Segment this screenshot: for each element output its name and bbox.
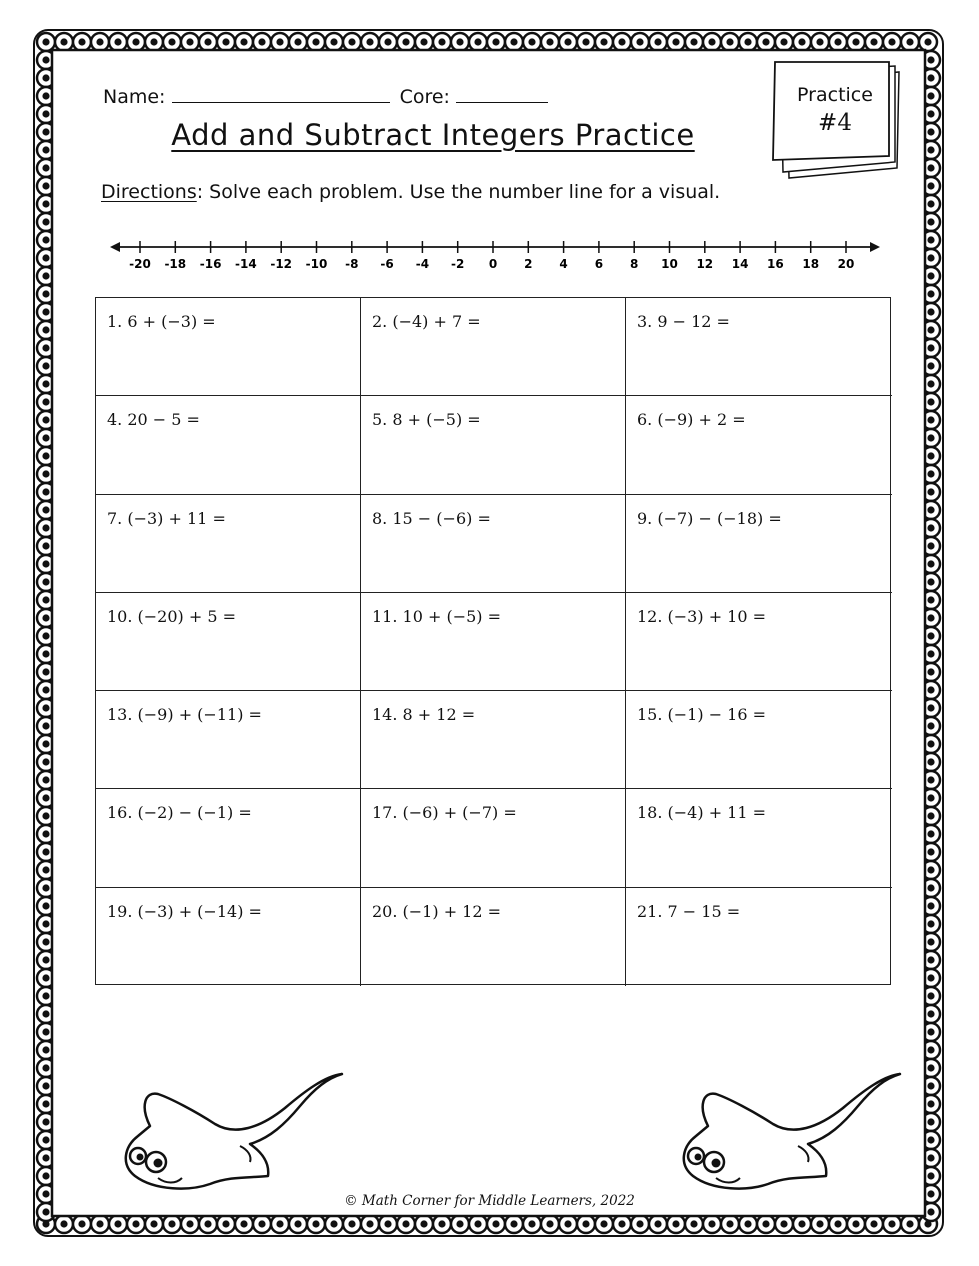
directions-text: : Solve each problem. Use the number line for a visual. <box>196 181 721 203</box>
problem-cell[interactable]: 13. (−9) + (−11) = <box>96 691 361 789</box>
problem-cell[interactable]: 4. 20 − 5 = <box>96 396 361 494</box>
problem-cell[interactable]: 16. (−2) − (−1) = <box>96 789 361 887</box>
number-line-label: 8 <box>630 257 639 271</box>
stingray-icon <box>668 1066 908 1206</box>
problem-cell[interactable]: 21. 7 − 15 = <box>637 901 741 921</box>
practice-label: Practice <box>797 84 873 106</box>
copyright-footer: © Math Corner for Middle Learners, 2022 <box>344 1193 635 1209</box>
problem-cell[interactable]: 1. 6 + (−3) = <box>96 298 361 396</box>
name-core-line <box>103 84 548 108</box>
number-line <box>110 234 880 274</box>
name-blank[interactable] <box>172 84 390 103</box>
problem-cell[interactable]: 5. 8 + (−5) = <box>361 396 626 494</box>
number-line-label: 4 <box>559 257 568 271</box>
name-label: Name: <box>103 86 166 108</box>
practice-number: #4 <box>818 110 852 136</box>
problem-cell[interactable]: 10. (−20) + 5 = <box>96 593 361 691</box>
number-line-label: 12 <box>696 257 714 271</box>
number-line-label: -10 <box>305 257 328 271</box>
problem-cell[interactable]: 9. (−7) − (−18) = <box>626 495 892 593</box>
core-label: Core: <box>399 86 450 108</box>
number-line-label: 6 <box>594 257 604 271</box>
number-line-label: -12 <box>270 257 293 271</box>
problem-cell[interactable]: 14. 8 + 12 = <box>361 691 626 789</box>
number-line-label: 10 <box>661 257 678 271</box>
directions <box>101 181 720 203</box>
core-blank[interactable] <box>456 84 548 103</box>
number-line-label: -18 <box>164 257 187 271</box>
page-title: Add and Subtract Integers Practice <box>171 118 695 152</box>
number-line-label: -20 <box>129 257 151 271</box>
right-arrow-icon <box>870 242 880 252</box>
stingray-icon <box>110 1066 350 1206</box>
problem-cell[interactable]: 19. (−3) + (−14) = <box>96 888 361 986</box>
number-line-label: -4 <box>415 257 430 271</box>
number-line-label: 14 <box>731 257 749 271</box>
problem-cell[interactable]: 20. (−1) + 12 = <box>361 888 626 986</box>
number-line-label: -2 <box>451 257 465 271</box>
problem-cell[interactable]: 18. (−4) + 11 = <box>626 789 892 887</box>
problem-cell[interactable]: 17. (−6) + (−7) = <box>361 789 626 887</box>
problem-cell[interactable]: 7. (−3) + 11 = <box>96 495 361 593</box>
number-line-label: -6 <box>380 257 394 271</box>
number-line-label: 20 <box>837 257 855 271</box>
problem-cell[interactable]: 11. 10 + (−5) = <box>361 593 626 691</box>
directions-lead: Directions <box>101 181 197 203</box>
problem-cell[interactable]: 3. 9 − 12 = <box>626 298 892 396</box>
left-arrow-icon <box>110 242 120 252</box>
problem-cell[interactable]: 2. (−4) + 7 = <box>361 298 626 396</box>
number-line-label: 0 <box>488 257 498 271</box>
number-line-label: 18 <box>802 257 820 271</box>
problem-cell[interactable]: 12. (−3) + 10 = <box>626 593 892 691</box>
problems-grid <box>95 297 891 985</box>
number-line-label: -8 <box>345 257 359 271</box>
number-line-label: -16 <box>199 257 222 271</box>
number-line-label: -14 <box>235 257 257 271</box>
problem-cell[interactable]: 8. 15 − (−6) = <box>361 495 626 593</box>
number-line-label: 16 <box>767 257 784 271</box>
problem-cell[interactable]: 6. (−9) + 2 = <box>626 396 892 494</box>
number-line-label: 2 <box>524 257 533 271</box>
problem-cell[interactable]: 15. (−1) − 16 = <box>626 691 892 789</box>
